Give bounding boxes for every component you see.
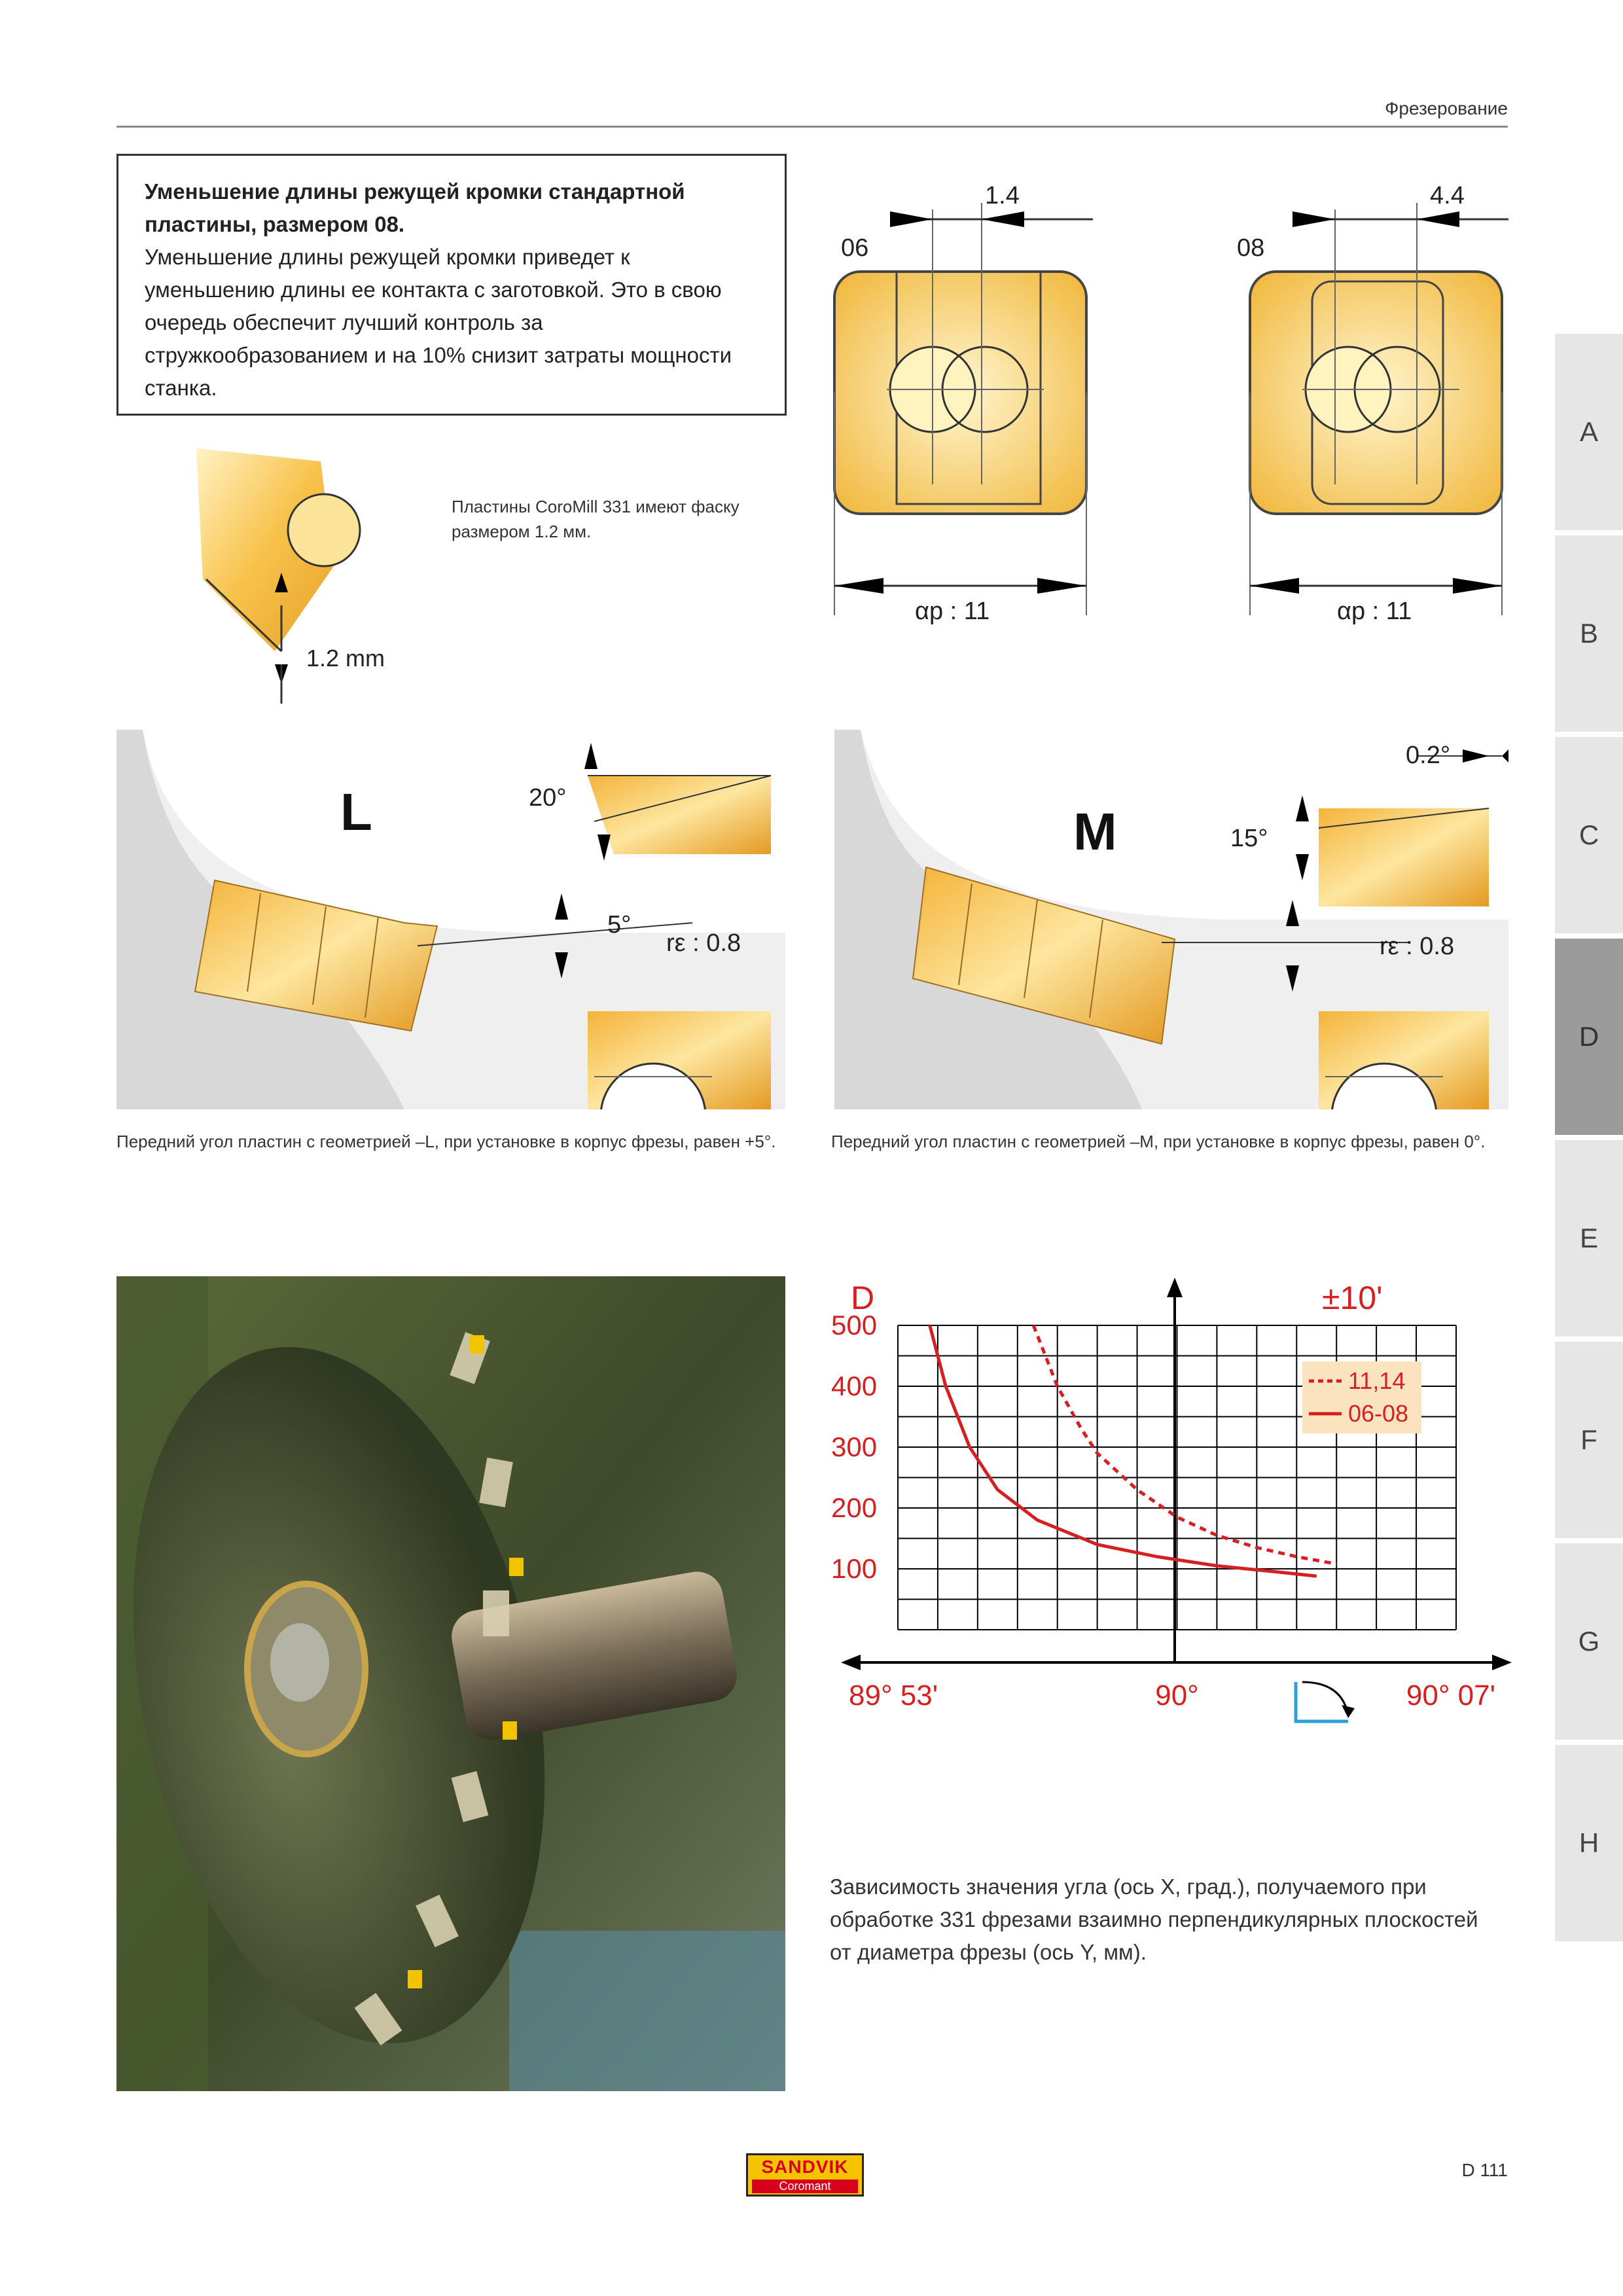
x-tick-label: 90° — [1155, 1679, 1199, 1712]
geometry-m-letter: M — [1073, 802, 1117, 861]
geometry-m-angle1: 15° — [1230, 825, 1268, 852]
page-number: D 111 — [1461, 2160, 1508, 2180]
logo-top: SANDVIK — [761, 2157, 849, 2177]
insert-06-diagram — [831, 177, 1093, 648]
insert-08-diagram — [1247, 177, 1508, 648]
tab-b[interactable]: B — [1555, 535, 1623, 732]
header-divider — [116, 126, 1508, 128]
x-tick-label: 90° 07' — [1406, 1679, 1495, 1712]
logo-bottom: Coromant — [752, 2179, 858, 2193]
y-tick-label: 500 — [831, 1310, 878, 1340]
legend-series-1: 11,14 — [1348, 1367, 1406, 1394]
legend-series-2: 06-08 — [1348, 1400, 1409, 1427]
geometry-l-caption: Передний угол пластин с геометрией –L, при установке в корпус фрезы, равен +5°. — [116, 1132, 776, 1151]
insert-06-size: 06 — [841, 234, 869, 262]
series-line-11,14 — [1033, 1325, 1336, 1564]
chamfer-label: 1.2 mm — [306, 645, 385, 672]
angle-diameter-chart — [825, 1263, 1518, 1734]
x-tick-label: 89° 53' — [849, 1679, 938, 1712]
x-axis-left-arrow — [841, 1655, 861, 1670]
tab-c[interactable]: C — [1555, 737, 1623, 933]
tab-d[interactable]: D — [1555, 939, 1623, 1135]
x-axis-right-arrow — [1492, 1655, 1512, 1670]
sandvik-logo — [746, 2153, 864, 2197]
corner-label: ±10' — [1322, 1280, 1383, 1316]
intro-body: Уменьшение длины режущей кромки приведет к уменьшению длины ее контакта с заготовкой. Это в свою очередь обеспечит лучший контроль за стружкообразованием и на 10% снизит затраты мощности станка. — [145, 245, 732, 400]
geometry-m-diagram — [834, 730, 1508, 1109]
y-axis-arrow — [1167, 1278, 1183, 1297]
section-title: Фрезерование — [1385, 98, 1508, 118]
insert-08-size: 08 — [1237, 234, 1265, 262]
y-tick-label: 400 — [831, 1371, 878, 1401]
insert-06-alpha: αp : 11 — [915, 598, 990, 625]
chart-caption: Зависимость значения угла (ось X, град.), получаемого при обработке 331 фрезами взаимно перпендикулярных плоскостей от диаметра фрезы (ось Y, мм). — [830, 1874, 1478, 1964]
right-angle-icon — [1296, 1682, 1355, 1721]
geometry-l-angle1: 20° — [529, 784, 567, 812]
geometry-l-letter: L — [340, 783, 372, 841]
y-axis-label: D — [851, 1280, 875, 1316]
tab-f[interactable]: F — [1555, 1342, 1623, 1538]
geometry-l-diagram — [116, 730, 785, 1109]
geometry-m-offset: 0.2° — [1406, 742, 1451, 769]
geometry-l-angle2: 5° — [607, 911, 632, 939]
tab-h[interactable]: H — [1555, 1745, 1623, 1941]
tab-g[interactable]: G — [1555, 1543, 1623, 1740]
insert-08-alpha: αp : 11 — [1337, 598, 1412, 625]
y-tick-label: 100 — [831, 1553, 878, 1584]
geometry-l-radius: rε : 0.8 — [666, 929, 741, 957]
y-tick-label: 300 — [831, 1431, 878, 1462]
chamfer-caption: Пластины CoroMill 331 имеют фаску размером 1.2 мм. — [452, 497, 740, 541]
tab-a[interactable]: A — [1555, 334, 1623, 530]
geometry-m-radius: rε : 0.8 — [1380, 933, 1455, 960]
intro-title: Уменьшение длины режущей кромки стандартной пластины, размером 08. — [145, 179, 685, 236]
y-tick-label: 200 — [831, 1492, 878, 1523]
insert-06-dim: 1.4 — [985, 182, 1020, 209]
insert-08-dim: 4.4 — [1430, 182, 1465, 209]
milling-cutter-photo — [116, 1276, 785, 2091]
geometry-m-caption: Передний угол пластин с геометрией –M, при установке в корпус фрезы, равен 0°. — [831, 1132, 1486, 1151]
tab-e[interactable]: E — [1555, 1140, 1623, 1336]
intro-box — [116, 154, 787, 416]
